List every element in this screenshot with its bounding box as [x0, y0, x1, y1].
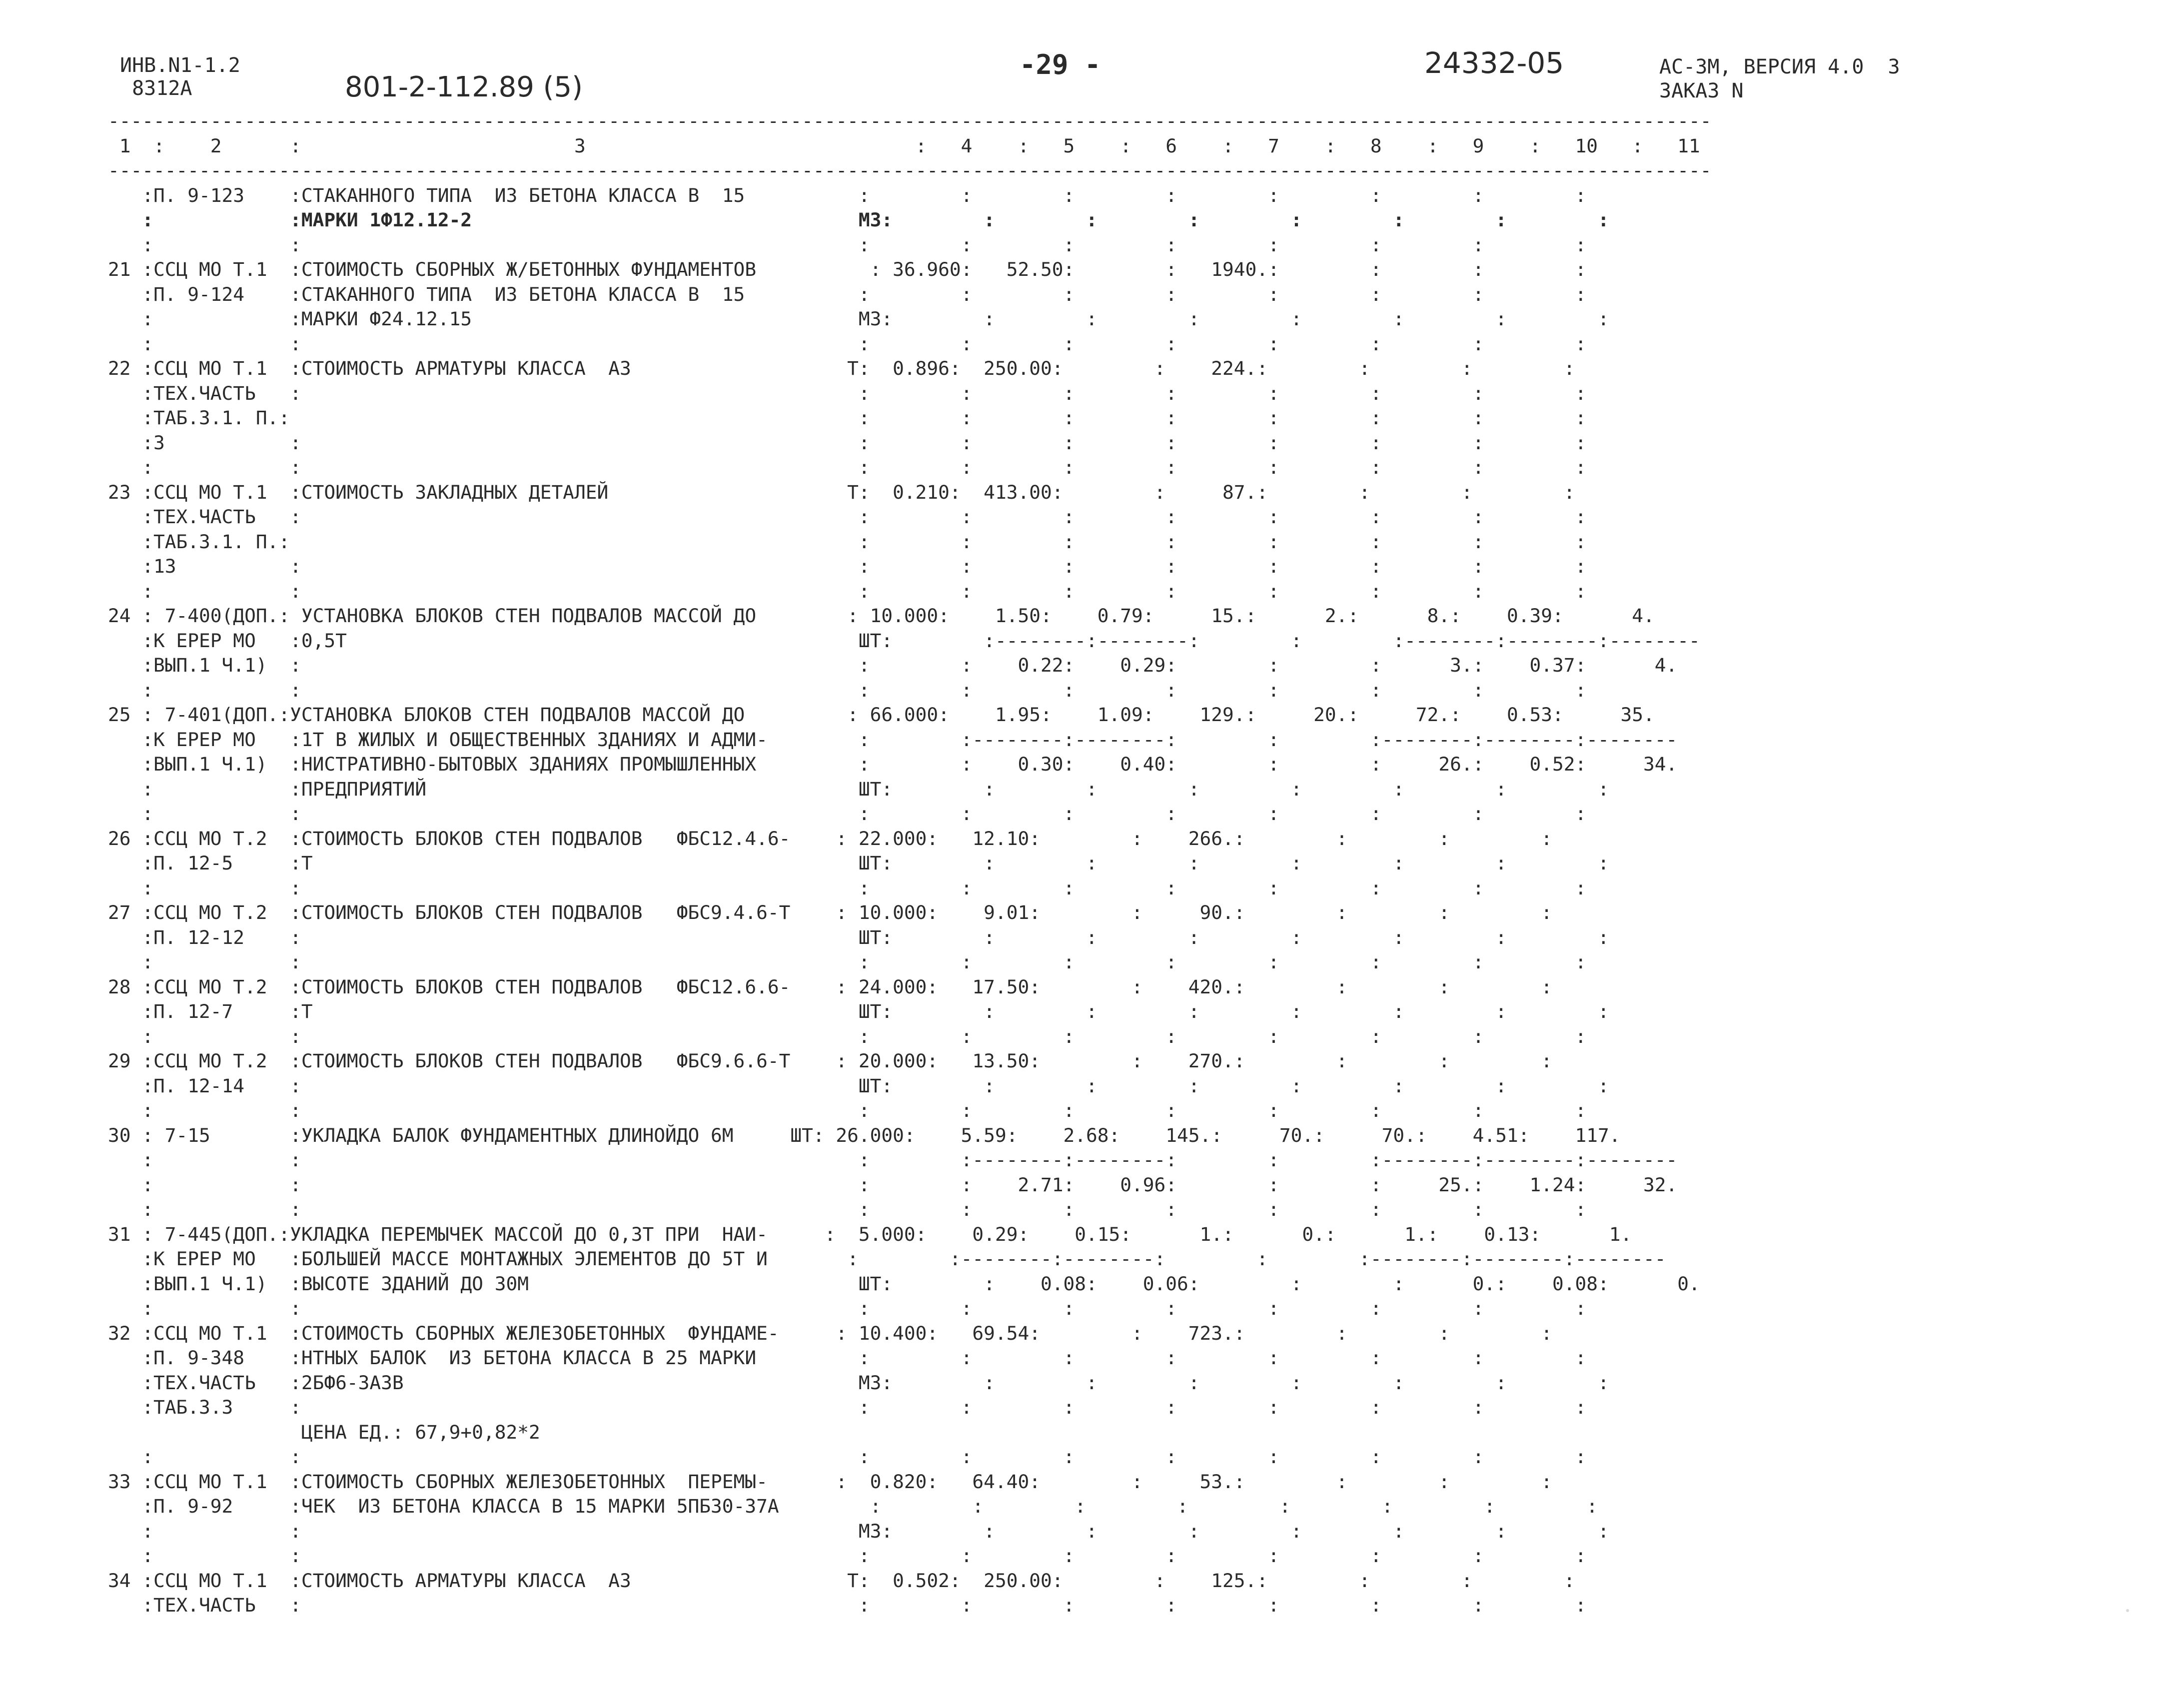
listing-line: :П. 9-92 :ЧЕК ИЗ БЕТОНА КЛАССА В 15 МАРКИ 5ПБ30-37А : : : : : : : :	[108, 1495, 1598, 1517]
listing-line: : : : : : : : : : :	[108, 1297, 1587, 1319]
listing-line: :ТЕХ.ЧАСТЬ :2БФ6-3А3В М3: : : : : : : :	[108, 1371, 1609, 1394]
page-number: -29 -	[1020, 49, 1101, 80]
listing-line: :3 : : : : : : : : :	[108, 431, 1587, 454]
listing-line: :ТЕХ.ЧАСТЬ : : : : : : : : :	[108, 1594, 1587, 1616]
listing-line: : :ПРЕДПРИЯТИЙ ШТ: : : : : : : :	[108, 778, 1609, 800]
table-rule: ---------------------------------------------------------------------------------------------------------------------------------------------	[108, 159, 1712, 181]
listing-line: :К ЕРЕР МО :1Т В ЖИЛЫХ И ОБЩЕСТВЕННЫХ ЗДАНИЯХ И АДМИ- : :--------:--------: : :--------:--------:--------	[108, 728, 1678, 751]
listing-line: 29 :ССЦ МО Т.2 :СТОИМОСТЬ БЛОКОВ СТЕН ПОДВАЛОВ ФБС9.6.6-Т : 20.000: 13.50: : 270.: : : :	[108, 1050, 1552, 1072]
listing-line: : : : : : : : : : :	[108, 876, 1587, 899]
estimate-listing	[108, 109, 1712, 1618]
listing-line: 31 : 7-445(ДОП.:УКЛАДКА ПЕРЕМЫЧЕК МАССОЙ ДО 0,3Т ПРИ НАИ- : 5.000: 0.29: 0.15: 1.: 0.: 1.: 0.13: 1.	[108, 1223, 1632, 1245]
listing-line: :П. 9-348 :НТНЫХ БАЛОК ИЗ БЕТОНА КЛАССА В 25 МАРКИ : : : : : : : :	[108, 1347, 1587, 1369]
listing-line: :К ЕРЕР МО :0,5Т ШТ: :--------:--------: : :--------:--------:--------	[108, 629, 1700, 652]
document-number: 801-2-112.89 (5)	[345, 71, 583, 103]
listing-line: : : М3: : : : : : : :	[108, 1520, 1609, 1542]
listing-line: :ВЫП.1 Ч.1) :ВЫСОТЕ ЗДАНИЙ ДО 30М ШТ: : 0.08: 0.06: : : 0.: 0.08: 0.	[108, 1272, 1700, 1295]
listing-line: 30 : 7-15 :УКЛАДКА БАЛОК ФУНДАМЕНТНЫХ ДЛИНОЙДО 6М ШТ: 26.000: 5.59: 2.68: 145.: 70.: 70.: 4.51: 117.	[108, 1124, 1621, 1146]
listing-line: :П. 12-5 :Т ШТ: : : : : : : :	[108, 852, 1609, 874]
listing-line: :13 : : : : : : : : :	[108, 555, 1587, 577]
listing-line: : : : : : : : : : :	[108, 1198, 1587, 1220]
listing-line: : : : : : : : : : :	[108, 1025, 1587, 1047]
listing-line: : : : : : : : : : :	[108, 456, 1587, 478]
listing-line: :П. 12-12 : ШТ: : : : : : : :	[108, 926, 1609, 948]
listing-line: :ТАБ.3.1. П.: : : : : : : : :	[108, 407, 1587, 429]
listing-line: 28 :ССЦ МО Т.2 :СТОИМОСТЬ БЛОКОВ СТЕН ПОДВАЛОВ ФБС12.6.6- : 24.000: 17.50: : 420.: : : :	[108, 975, 1552, 998]
listing-line: 22 :ССЦ МО Т.1 :СТОИМОСТЬ АРМАТУРЫ КЛАССА А3 Т: 0.896: 250.00: : 224.: : : :	[108, 357, 1575, 379]
listing-line: : : : : : : : : : :	[108, 1446, 1587, 1468]
listing-line: :П. 9-124 :СТАКАННОГО ТИПА ИЗ БЕТОНА КЛАССА В 15 : : : : : : : :	[108, 283, 1587, 305]
listing-line: 27 :ССЦ МО Т.2 :СТОИМОСТЬ БЛОКОВ СТЕН ПОДВАЛОВ ФБС9.4.6-Т : 10.000: 9.01: : 90.: : : :	[108, 901, 1552, 923]
listing-line: : : : : : : : : : :	[108, 233, 1587, 256]
listing-line: :ВЫП.1 Ч.1) :НИСТРАТИВНО-БЫТОВЫХ ЗДАНИЯХ ПРОМЫШЛЕННЫХ : : 0.30: 0.40: : : 26.: 0.52: 34.	[108, 753, 1678, 775]
software-version: АС-3М, ВЕРСИЯ 4.0 3 ЗАКАЗ N	[1659, 55, 1900, 102]
listing-line: :К ЕРЕР МО :БОЛЬШЕЙ МАССЕ МОНТАЖНЫХ ЭЛЕМЕНТОВ ДО 5Т И : :--------:--------: : :--------:--------:--------	[108, 1248, 1666, 1270]
table-rule: ---------------------------------------------------------------------------------------------------------------------------------------------	[108, 110, 1712, 132]
inventory-number: ИНВ.N1-1.2 8312А	[120, 54, 240, 100]
listing-line: 25 : 7-401(ДОП.:УСТАНОВКА БЛОКОВ СТЕН ПОДВАЛОВ МАССОЙ ДО : 66.000: 1.95: 1.09: 129.: 20.: 72.: 0.53: 35.	[108, 704, 1655, 726]
listing-line: :ТАБ.3.1. П.: : : : : : : : :	[108, 530, 1587, 553]
listing-line: : : : : : : : : : :	[108, 1099, 1587, 1121]
listing-line: 32 :ССЦ МО Т.1 :СТОИМОСТЬ СБОРНЫХ ЖЕЛЕЗОБЕТОННЫХ ФУНДАМЕ- : 10.400: 69.54: : 723.: : : :	[108, 1322, 1552, 1344]
listing-line: :ВЫП.1 Ч.1) : : : 0.22: 0.29: : : 3.: 0.37: 4.	[108, 654, 1678, 676]
listing-line: :П. 12-7 :Т ШТ: : : : : : : :	[108, 1000, 1609, 1022]
listing-line: :П. 9-123 :СТАКАННОГО ТИПА ИЗ БЕТОНА КЛАССА В 15 : : : : : : : :	[108, 184, 1587, 206]
listing-line: 34 :ССЦ МО Т.1 :СТОИМОСТЬ АРМАТУРЫ КЛАССА А3 Т: 0.502: 250.00: : 125.: : : :	[108, 1569, 1575, 1592]
listing-line: : : : : : : : : : :	[108, 1545, 1587, 1567]
listing-line: : :МАРКИ 1Ф12.12-2 М3: : : : : : : :	[108, 209, 1609, 231]
listing-line: :ТЕХ.ЧАСТЬ : : : : : : : : :	[108, 382, 1587, 404]
listing-line: : : : : : : : : : :	[108, 332, 1587, 355]
listing-line: ЦЕНА ЕД.: 67,9+0,82*2	[108, 1421, 540, 1443]
scan-speck	[2126, 1609, 2129, 1612]
listing-line: :П. 12-14 : ШТ: : : : : : : :	[108, 1074, 1609, 1097]
listing-line: : : : : 2.71: 0.96: : : 25.: 1.24: 32.	[108, 1173, 1678, 1196]
listing-line: : : : : : : : : : :	[108, 679, 1587, 701]
listing-line: 33 :ССЦ МО Т.1 :СТОИМОСТЬ СБОРНЫХ ЖЕЛЕЗОБЕТОННЫХ ПЕРЕМЫ- : 0.820: 64.40: : 53.: : : :	[108, 1470, 1552, 1493]
listing-line: 1 : 2 : 3 : 4 : 5 : 6 : 7 : 8 : 9 : 10 : 11	[108, 134, 1700, 157]
listing-line: : : : : : : : : : :	[108, 803, 1587, 825]
listing-line: : : : : : : : : : :	[108, 580, 1587, 602]
listing-line: : : : :--------:--------: : :--------:--------:--------	[108, 1149, 1678, 1171]
listing-line: :ТАБ.3.3 : : : : : : : : :	[108, 1396, 1587, 1418]
listing-line: 26 :ССЦ МО Т.2 :СТОИМОСТЬ БЛОКОВ СТЕН ПОДВАЛОВ ФБС12.4.6- : 22.000: 12.10: : 266.: : : :	[108, 827, 1552, 849]
project-code: 24332-05	[1424, 46, 1564, 80]
listing-line: 24 : 7-400(ДОП.: УСТАНОВКА БЛОКОВ СТЕН ПОДВАЛОВ МАССОЙ ДО : 10.000: 1.50: 0.79: 15.: 2.: 8.: 0.39: 4.	[108, 605, 1655, 627]
listing-line: : :МАРКИ Ф24.12.15 М3: : : : : : : :	[108, 308, 1609, 330]
listing-line: 23 :ССЦ МО Т.1 :СТОИМОСТЬ ЗАКЛАДНЫХ ДЕТАЛЕЙ Т: 0.210: 413.00: : 87.: : : :	[108, 481, 1575, 503]
listing-line: 21 :ССЦ МО Т.1 :СТОИМОСТЬ СБОРНЫХ Ж/БЕТОННЫХ ФУНДАМЕНТОВ : 36.960: 52.50: : 1940.: : : :	[108, 258, 1587, 280]
listing-line: : : : : : : : : : :	[108, 951, 1587, 973]
listing-line: :ТЕХ.ЧАСТЬ : : : : : : : : :	[108, 506, 1587, 528]
